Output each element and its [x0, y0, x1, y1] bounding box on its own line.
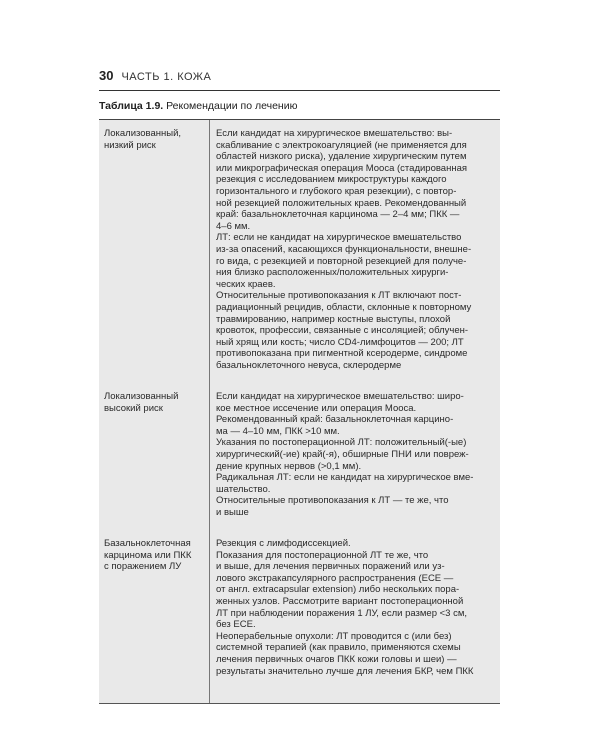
table-caption: [99, 100, 297, 112]
recommendation-line: Рекомендованный край: базальноклеточная карцино-: [216, 414, 454, 426]
recommendation-line: и выше: [216, 506, 249, 518]
row-category: [104, 128, 204, 151]
page-number: 30: [99, 68, 114, 83]
recommendation-line: от англ. extracapsular extension) либо нескольких пора-: [216, 584, 460, 596]
recommendation-line: кое местное иссечение или операция Мооса.: [216, 402, 417, 414]
category-line: Локализованный: [104, 391, 179, 402]
category-line: высокий риск: [104, 402, 163, 414]
row-recommendation: [216, 538, 498, 677]
recommendation-line: Радикальная ЛТ: если не кандидат на хирургическое вме-: [216, 472, 474, 484]
recommendation-line: лечения первичных очагов ПКК кожи головы и шеи) —: [216, 653, 457, 665]
recommendation-line: дение крупных нервов (>0,1 мм).: [216, 460, 362, 472]
recommendation-line: без ECE.: [216, 619, 256, 631]
recommendation-line: Относительные противопоказания к ЛТ — те же, что: [216, 495, 449, 507]
row-category: [104, 391, 204, 414]
recommendation-line: кровоток, профессии, связанные с инсоляцией; облучен-: [216, 325, 469, 337]
category-line: Локализованный,: [104, 128, 182, 139]
category-line: Базальноклеточная: [104, 538, 191, 549]
recommendation-line: шательство.: [216, 483, 271, 495]
recommendation-line: Показания для постоперационной ЛТ те же, что: [216, 549, 429, 561]
recommendation-line: хирургический(-ие) край(-я), обширные ПНИ или повреж-: [216, 448, 469, 460]
page-header: [99, 68, 500, 91]
recommendation-line: из-за опасений, касающихся функциональности, внешне-: [216, 243, 472, 255]
recommendation-line: Если кандидат на хирургическое вмешательство: широ-: [216, 391, 464, 402]
recommendation-line: го вида, с резекцией и повторной резекцией для получе-: [216, 255, 467, 267]
recommendations-table: [99, 119, 500, 704]
recommendation-line: ческих краев.: [216, 278, 276, 290]
category-line: карцинома или ПКК: [104, 549, 192, 561]
recommendation-line: ма — 4–10 мм, ПКК >10 мм.: [216, 425, 340, 437]
recommendation-line: 4–6 мм.: [216, 220, 251, 232]
recommendation-line: горизонтального и глубокого края резекции), с повтор-: [216, 185, 457, 197]
table-caption-text: Рекомендации по лечению: [166, 100, 298, 112]
row-recommendation: [216, 391, 498, 519]
recommendation-line: результаты значительно лучше для лечения БКР, чем ПКК: [216, 665, 474, 677]
recommendation-line: травмированию, например костные выступы, плохой: [216, 313, 451, 325]
category-line: низкий риск: [104, 139, 156, 151]
recommendation-line: радиационный рецидив, области, склонные к повторному: [216, 301, 472, 313]
recommendation-line: ный хрящ или кость; число CD4-лимфоцитов — 200; ЛТ: [216, 336, 464, 348]
recommendation-line: и выше, для лечения первичных поражений или уз-: [216, 561, 445, 573]
column-divider: [209, 120, 210, 703]
row-category: [104, 538, 204, 573]
recommendation-line: ной резекцией положительных краев. Рекомендованный: [216, 197, 467, 209]
recommendation-line: резекция с исследованием микроструктуры каждого: [216, 174, 447, 186]
recommendation-line: скабливание с электрокоагуляцией (не применяется для: [216, 139, 467, 151]
recommendation-line: или микрографическая операция Мооса (стадированная: [216, 162, 467, 174]
row-recommendation: [216, 128, 498, 371]
recommendation-line: базальноклеточного невуса, склеродерме: [216, 359, 402, 371]
recommendation-line: край: базальноклеточная карцинома — 2–4 мм; ПКК —: [216, 209, 460, 221]
recommendation-line: Резекция с лимфодиссекцией.: [216, 538, 351, 549]
recommendation-line: Неоперабельные опухоли: ЛТ проводится с (или без): [216, 630, 452, 642]
table-caption-number: Таблица 1.9.: [99, 100, 164, 112]
recommendation-line: женных узлов. Рассмотрите вариант постоперационной: [216, 595, 464, 607]
recommendation-line: ЛТ: если не кандидат на хирургическое вмешательство: [216, 232, 462, 244]
recommendation-line: ЛТ при наблюдении поражения 1 ЛУ, если размер <3 см,: [216, 607, 468, 619]
category-line: с поражением ЛУ: [104, 561, 182, 573]
recommendation-line: противопоказана при пигментной ксеродерме, синдроме: [216, 348, 468, 360]
recommendation-line: ния близко расположенных/положительных хирурги-: [216, 267, 449, 279]
recommendation-line: Если кандидат на хирургическое вмешательство: вы-: [216, 128, 453, 139]
recommendation-line: Указания по постоперационной ЛТ: положительный(-ые): [216, 437, 467, 449]
recommendation-line: лового экстракапсулярного распространения (ECE —: [216, 572, 454, 584]
running-head: ЧАСТЬ 1. КОЖА: [121, 71, 212, 83]
recommendation-line: областей низкого риска), удаление хирургическим путем: [216, 151, 467, 163]
recommendation-line: Относительные противопоказания к ЛТ включают пост-: [216, 290, 462, 302]
recommendation-line: системной терапией (как правило, применяются схемы: [216, 642, 461, 654]
